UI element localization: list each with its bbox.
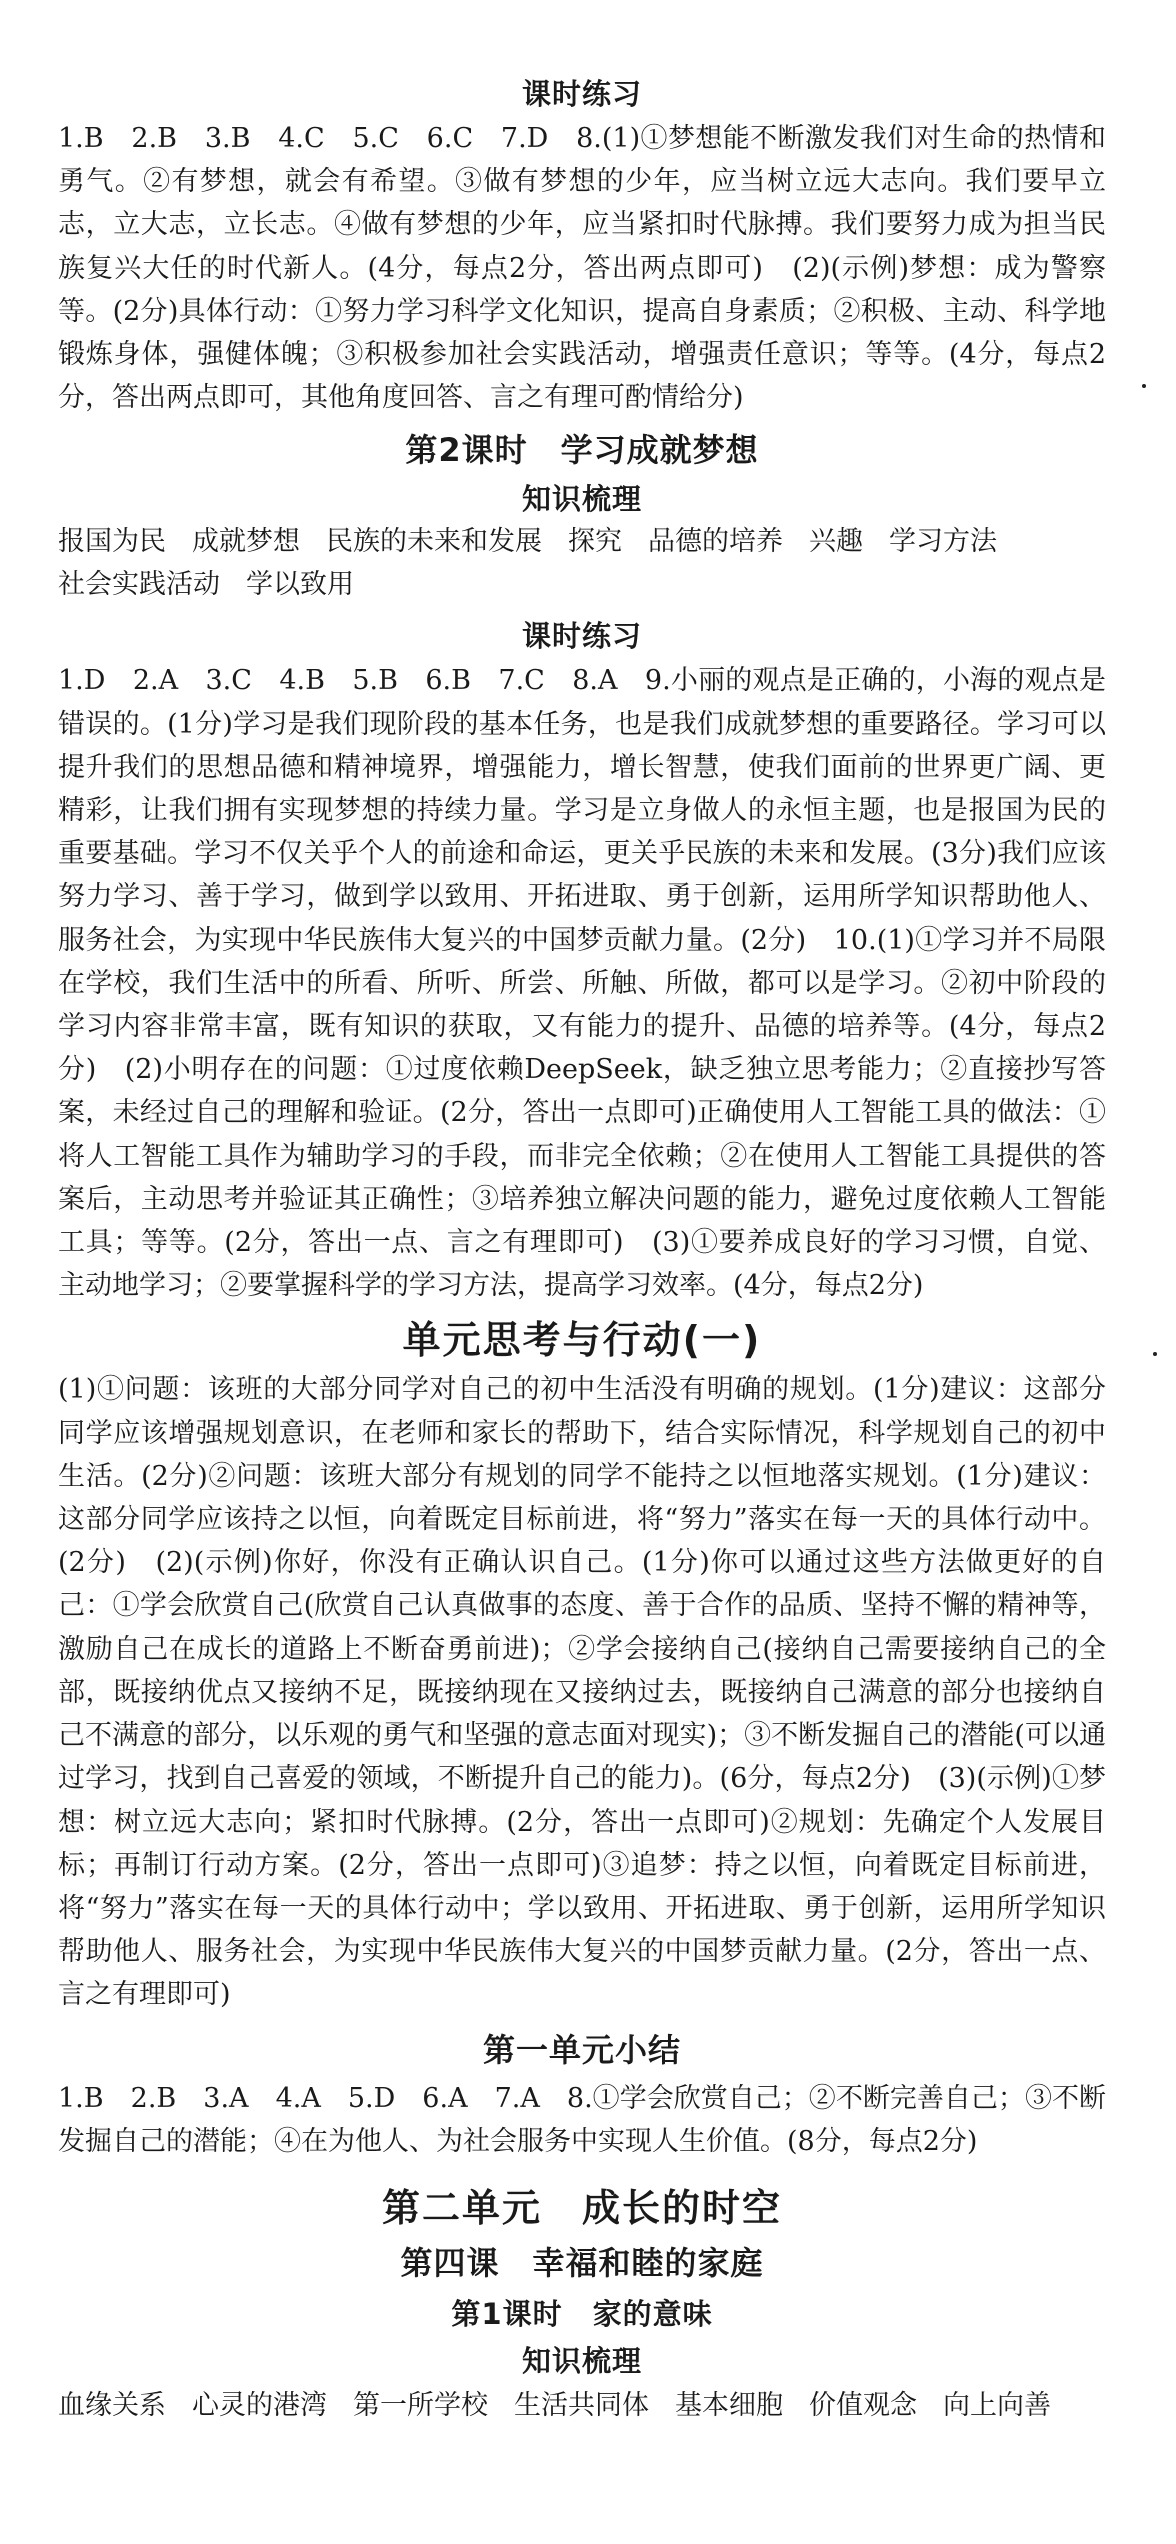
keyword: 社会实践活动 — [58, 569, 220, 601]
keyword: 成就梦想 — [192, 526, 300, 558]
lesson-four-title: 第四课 幸福和睦的家庭 — [400, 2243, 764, 2282]
lesson-title: 第2课时 学习成就梦想 — [405, 431, 759, 470]
section-title-knowledge: 知识梳理 — [521, 482, 642, 517]
unit-summary-answers: 1.B 2.B 3.A 4.A 5.D 6.A 7.A 8.①学会欣赏自己；②不断完善自己；③不断发掘自己的潜能；④在为他人、为社会服务中实现人生价值。(8分，每点2分) — [58, 2082, 1106, 2157]
practice-answers-lesson2: 1.D 2.A 3.C 4.B 5.B 6.B 7.C 8.A 9.小丽的观点是正确的，小海的观点是错误的。(1分)学习是我们现阶段的基本任务，也是我们成就梦想的重要路径。学习可以提升我们的思想品德和精神境界，增强能力，增长智慧，使我们面前的世界更广阔、更精彩，让我们拥有实现梦想的持续力量。学习是立身做人的永恒主题，也是报国为民的重要基础。学习不仅关乎个人的前途和命运，更关乎民族的未来和发展。(3分)我们应该努力学习、善于学习，做到学以致用、开拓进取、勇于创新，运用所学知识帮助他人、服务社会，为实现中华民族伟大复兴的中国梦贡献力量。(2分) 10.(1)①学习并不局限在学校，我们生活中的所看、所听、所尝、所触、所做，都可以是学习。②初中阶段的学习内容非常丰富，既有知识的获取，又有能力的提升、品德的培养等。(4分，每点2分) (2)小明存在的问题：①过度依赖DeepSeek，缺乏独立思考能力；②直接抄写答案，未经过自己的理解和验证。(2分，答出一点即可)正确使用人工智能工具的做法：①将人工智能工具作为辅助学习的手段，而非完全依赖；②在使用人工智能工具提供的答案后，主动思考并验证其正确性；③培养独立解决问题的能力，避免过度依赖人工智能工具；等等。(2分，答出一点、言之有理即可) (3)①要养成良好的学习习惯，自觉、主动地学习；②要掌握科学的学习方法，提高学习效率。(4分，每点2分) — [58, 665, 1106, 1302]
keyword: 血缘关系 — [58, 2389, 166, 2421]
keyword: 向上向善 — [943, 2389, 1051, 2421]
scan-dot — [1153, 1352, 1157, 1356]
unit-think-title: 单元思考与行动(一) — [402, 1318, 762, 1363]
keyword: 心灵的港湾 — [192, 2389, 327, 2421]
keyword: 民族的未来和发展 — [326, 526, 542, 558]
unit-think-answers: (1)①问题：该班的大部分同学对自己的初中生活没有明确的规划。(1分)建议：这部分同学应该增强规划意识，在老师和家长的帮助下，结合实际情况，科学规划自己的初中生活。(2分)②问题：该班大部分有规划的同学不能持之以恒地落实规划。(1分)建议：这部分同学应该持之以恒，向着既定目标前进，将“努力”落实在每一天的具体行动中。(2分) (2)(示例)你好，你没有正确认识自己。(1分)你可以通过这些方法做更好的自己：①学会欣赏自己(欣赏自己认真做事的态度、善于合作的品质、坚持不懈的精神等，激励自己在成长的道路上不断奋勇前进)；②学会接纳自己(接纳自己需要接纳自己的全部，既接纳优点又接纳不足，既接纳现在又接纳过去，既接纳自己满意的部分也接纳自己不满意的部分，以乐观的勇气和坚强的意志面对现实)；③不断发掘自己的潜能(可以通过学习，找到自己喜爱的领域，不断提升自己的能力)。(6分，每点2分) (3)(示例)①梦想：树立远大志向；紧扣时代脉搏。(2分，答出一点即可)②规划：先确定个人发展目标；再制订行动方案。(2分，答出一点即可)③追梦：持之以恒，向着既定目标前进，将“努力”落实在每一天的具体行动中；学以致用、开拓进取、勇于创新，运用所学知识帮助他人、服务社会，为实现中华民族伟大复兴的中国梦贡献力量。(2分，答出一点、言之有理即可) — [58, 1374, 1106, 2011]
keyword: 生活共同体 — [514, 2389, 649, 2421]
keyword: 兴趣 — [809, 526, 863, 558]
keyword: 基本细胞 — [675, 2389, 783, 2421]
keyword: 学以致用 — [246, 569, 354, 601]
keyword: 品德的培养 — [648, 526, 783, 558]
keyword: 第一所学校 — [353, 2389, 488, 2421]
section-title-knowledge: 知识梳理 — [521, 2343, 642, 2378]
keyword: 价值观念 — [809, 2389, 917, 2421]
section-title-practice: 课时练习 — [521, 619, 642, 654]
keyword: 探究 — [568, 526, 622, 558]
scan-dot — [1142, 384, 1146, 388]
keyword: 报国为民 — [58, 526, 166, 558]
unit-summary-title: 第一单元小结 — [482, 2030, 681, 2069]
answer-content — [58, 72, 1106, 2427]
knowledge-keywords — [58, 520, 1106, 606]
knowledge-keywords — [58, 2384, 1106, 2427]
keyword: 学习方法 — [889, 526, 997, 558]
practice-answers-lesson1: 1.B 2.B 3.B 4.C 5.C 6.C 7.D 8.(1)①梦想能不断激发我们对生命的热情和勇气。②有梦想，就会有希望。③做有梦想的少年，应当树立远大志向。我们要早立志，立大志，立长志。④做有梦想的少年，应当紧扣时代脉搏。我们要努力成为担当民族复兴大任的时代新人。(4分，每点2分，答出两点即可) (2)(示例)梦想：成为警察等。(2分)具体行动：①努力学习科学文化知识，提高自身素质；②积极、主动、科学地锻炼身体，强健体魄；③积极参加社会实践活动，增强责任意识；等等。(4分，每点2分，答出两点即可，其他角度回答、言之有理可酌情给分) — [58, 123, 1106, 414]
period-title: 第1课时 家的意味 — [451, 2296, 713, 2331]
unit-title: 第二单元 成长的时空 — [381, 2185, 782, 2230]
section-title-practice: 课时练习 — [521, 77, 642, 111]
